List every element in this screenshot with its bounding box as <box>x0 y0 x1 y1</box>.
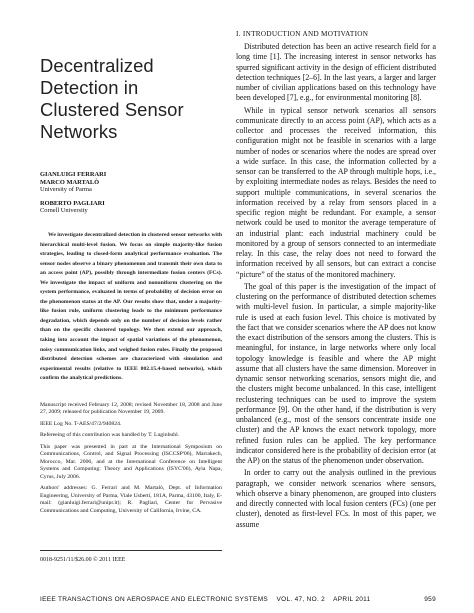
author-addresses: Authors' addresses: G. Ferrari and M. Martalò, Dept. of Information Engineering, University of Parma, Viale Usberti, 181A, Parma, 43100, Italy, E-mail: (gianluigi.ferrari@unipr.it); R. Pagliari, Center for Pervasive Communications and Computing, University of California, Irvine, CA. <box>40 485 222 514</box>
running-footer <box>40 596 436 603</box>
ieee-log-number: IEEE Log No. T-AES/47/2/940824. <box>40 420 122 427</box>
author-name: MARCO MARTALÒ <box>40 178 100 186</box>
author-name: ROBERTO PAGLIARI <box>40 199 105 207</box>
manuscript-dates: Manuscript received February 12, 2008; revised November 18, 2008 and June 27, 2009; released for publication November 19, 2009. <box>40 401 222 416</box>
footnote-divider <box>40 550 222 551</box>
section-heading: I. INTRODUCTION AND MOTIVATION <box>236 30 369 38</box>
page-number: 959 <box>424 596 436 603</box>
body-paragraph: In order to carry out the analysis outlined in the previous paragraph, we consider network scenarios where sensors, which observe a binary phenomenon, are grouped into clusters and directly connected with local fusion centers (FCs) (one per cluster), denoted as first-level FCs. In most of this paper, we assume <box>236 468 436 529</box>
presentation-note: This paper was presented in part at the International Symposium on Communications, Control, and Signal Processing (ISCCSP'06), Marrakech, Morocco, Mar. 2006, and at the International Conference on Intelligent Systems and Computing: Theory and Applications (ISYC'06), Ayia Napa, Cyrus, July 2006. <box>40 443 222 480</box>
author-group-2 <box>40 200 222 215</box>
section-body <box>236 42 436 530</box>
left-column <box>40 40 222 519</box>
refereeing-note: Refereeing of this contribution was handled by T. Luginbuhl. <box>40 432 180 439</box>
body-paragraph: While in typical sensor network scenarios all sensors communicate directly to an access point (AP), which acts as a collector and processes the received information, this configuration might not be feasible in scenarios with a large number of nodes or scenarios where the nodes are spread over a wide surface. In this case, the information collected by a sensor can be transferred to the AP through multiple hops, i.e., by exploiting intermediate nodes as relays. Besides the need to support multiple communications, in several scenarios the information received by a relay from sensors placed in a specific region might be redundant. For example, a sensor network could be used to monitor the average temperature of an industrial plant: each industrial machinery could be monitored by a group of sensors connected to an intermediate relay. In this case, the relay does not need to forward the information received by all sensors, but can extract a concise “picture” of the status of the monitored machinery. <box>236 105 436 279</box>
author-list <box>40 171 222 215</box>
paper-title: Decentralized Detection in Clustered Sensor Networks <box>40 55 184 142</box>
author-affiliation: Cornell University <box>40 207 88 215</box>
author-name: GIANLUIGI FERRARI <box>40 171 107 178</box>
right-column <box>236 30 436 532</box>
author-affiliation: University of Parma <box>40 186 92 194</box>
journal-info: IEEE TRANSACTIONS ON AEROSPACE AND ELECTRONIC SYSTEMS VOL. 47, NO. 2 APRIL 2011 <box>40 596 371 603</box>
body-paragraph: The goal of this paper is the investigation of the impact of clustering on the performance of distributed detection schemes with multi-level fusion. In particular, a simple majority-like rule is used at each fusion level. This choice is motivated by the fact that we consider scenarios where the AP does not know the exact distribution of the sensors among the clusters. This is meaningful, for instance, in large networks where only local topology knowledge is feasible and where the AP might assume that all clusters have the same dimension. Moreover in dynamic sensor networking scenarios, sensors might die, and the clusters might become unbalanced. In this case, intelligent reclustering techniques can be used to improve the system performance [9]. On the other hand, if the distribution is very unbalanced (e.g., most of the sensors concentrate inside one cluster) and the AP knows the exact network topology, more refined fusion rules can be applied. The key performance indicator considered here is the probability of decision error (at the AP) on the status of the phenomenon under observation. <box>236 281 436 465</box>
author-group-1 <box>40 171 222 194</box>
abstract: We investigate decentralized detection in clustered sensor networks with hierarchical multi-level fusion. We focus on simple majority-like fusion strategies, leading to closed-form analytical performance evaluation. The sensor nodes observe a binary phenomenon and transmit their own data to an access point (AP), possibly through intermediate fusion centers (FCs). We investigate the impact of uniform and nonuniform clustering on the system performance, evaluated in terms of probability of decision error on the phenomenon status at the AP. Our results show that, under a majority-like fusion rule, uniform clustering leads to the minimum performance degradation, which depends only on the number of decision levels rather than on the specific clustered topology. We then extend our approach, taking into account the impact of spatial variations of the phenomenon, noisy communication links, and weighed fusion rules. Finally the proposed distributed detection schemes are characterized with simulation and experimental results (relative to IEEE 802.15.4-based networks), which confirm the analytical predictions. <box>40 231 222 382</box>
copyright-code: 0018-9251/11/$26.00 © 2011 IEEE <box>40 557 126 563</box>
body-paragraph: Distributed detection has been an active research field for a long time [1]. The increasing interest in sensor networks has spurred significant activity in the design of efficient distributed detection techniques [2–6]. In the last years, a larger and larger number of civilian applications based on this technology have been developed [7], e.g., for environmental monitoring [8]. <box>236 42 436 103</box>
article-notes <box>40 402 222 516</box>
